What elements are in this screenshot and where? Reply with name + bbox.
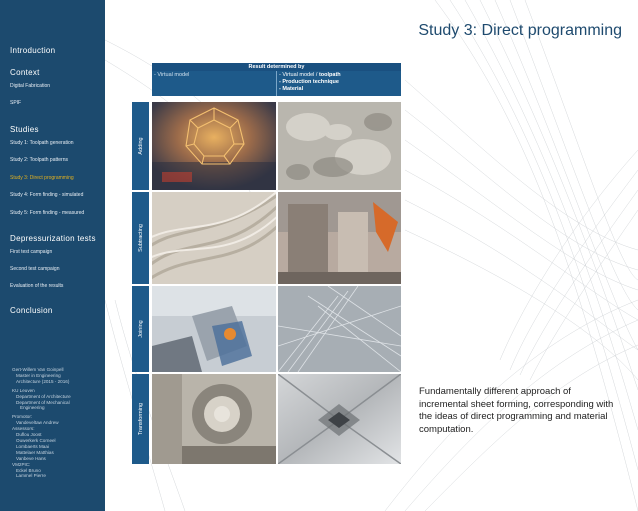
credit-line: Mattelaer Matthias [16, 449, 54, 455]
nav-study-2[interactable]: Study 2: Toolpath patterns [10, 157, 69, 163]
credit-line: Engineering [20, 405, 45, 411]
nav-study-1[interactable]: Study 1: Toolpath generation [10, 140, 74, 146]
credit-line: Master in Engineering [16, 372, 61, 378]
col-production-technique: - Production technique [279, 79, 339, 85]
image-transforming-toolpath [278, 374, 401, 464]
credit-line: KU Leuven [12, 387, 35, 393]
col-virtual-model: - Virtual model [154, 72, 190, 78]
row-label-adding: Adding [132, 102, 149, 190]
description-text: Fundamentally different approach of incremental sheet forming, corresponding with the ideas of direct programming and material computation. [419, 386, 614, 435]
col-toolpath-bold: toolpath [318, 72, 341, 78]
credit-line: Promotor: [12, 414, 33, 420]
row-label-subtracting: Subtracting [132, 192, 149, 284]
credit-line: Lammel Pierre [16, 473, 46, 479]
credit-line: Vanbeve Hans [16, 455, 46, 461]
credit-line: Architecture (2015 - 2016) [16, 378, 70, 384]
nav-study-5[interactable]: Study 5: Form finding - measured [10, 210, 85, 216]
result-header [152, 63, 401, 96]
credit-line: Assessors: [12, 426, 35, 432]
row-label-transforming: Transforming [132, 374, 149, 464]
sidebar [0, 0, 105, 511]
nav-study-4[interactable]: Study 4: Form finding - simulated [10, 192, 84, 198]
nav-spif[interactable]: SPIF [10, 100, 22, 106]
credit-line: Lombaerts Maai [16, 443, 49, 449]
nav-second-test[interactable]: Second test campaign [10, 266, 60, 272]
nav-conclusion[interactable]: Conclusion [10, 306, 53, 315]
credit-line: Eckel Bruno [16, 467, 41, 473]
credit-line: Gert-Willem Van Goinpell [12, 367, 64, 372]
image-adding-virtual-model [152, 102, 276, 190]
nav-depressurization[interactable]: Depressurization tests [10, 234, 96, 243]
page-title: Study 3: Direct programming [418, 22, 622, 39]
image-subtracting-toolpath [278, 192, 401, 284]
nav-digital-fabrication[interactable]: Digital Fabrication [10, 83, 51, 89]
row-labels [132, 102, 149, 464]
nav-study-3[interactable]: Study 3: Direct programming [10, 175, 74, 181]
col-material: - Material [279, 86, 304, 92]
row-label-joining: Joining [132, 286, 149, 372]
credits [12, 367, 102, 479]
image-joining-virtual-model [152, 286, 276, 372]
col-toolpath [279, 72, 341, 93]
nav-introduction[interactable]: Introduction [10, 46, 56, 55]
image-joining-toolpath [278, 286, 401, 372]
image-transforming-virtual-model [152, 374, 276, 464]
credit-line: VM2PIC: [12, 461, 31, 467]
credit-line: Ouwerkerk Corneel [16, 437, 56, 443]
result-header-title: Result determined by [152, 63, 401, 71]
nav-first-test[interactable]: First test campaign [10, 249, 53, 255]
nav-studies[interactable]: Studies [10, 125, 39, 134]
credit-line: Department of Architecture [16, 393, 71, 399]
col-toolpath-prefix: - Virtual model / [279, 72, 319, 78]
header-divider [276, 71, 277, 96]
nav-context[interactable]: Context [10, 68, 40, 77]
nav-evaluation[interactable]: Evaluation of the results [10, 283, 64, 289]
credit-line: Vandeveltaw Andrew [16, 420, 59, 426]
credit-line: Department of Mechanical [16, 399, 70, 405]
image-adding-toolpath [278, 102, 401, 190]
credit-line: Duflou Joost [16, 432, 42, 438]
image-subtracting-virtual-model [152, 192, 276, 284]
